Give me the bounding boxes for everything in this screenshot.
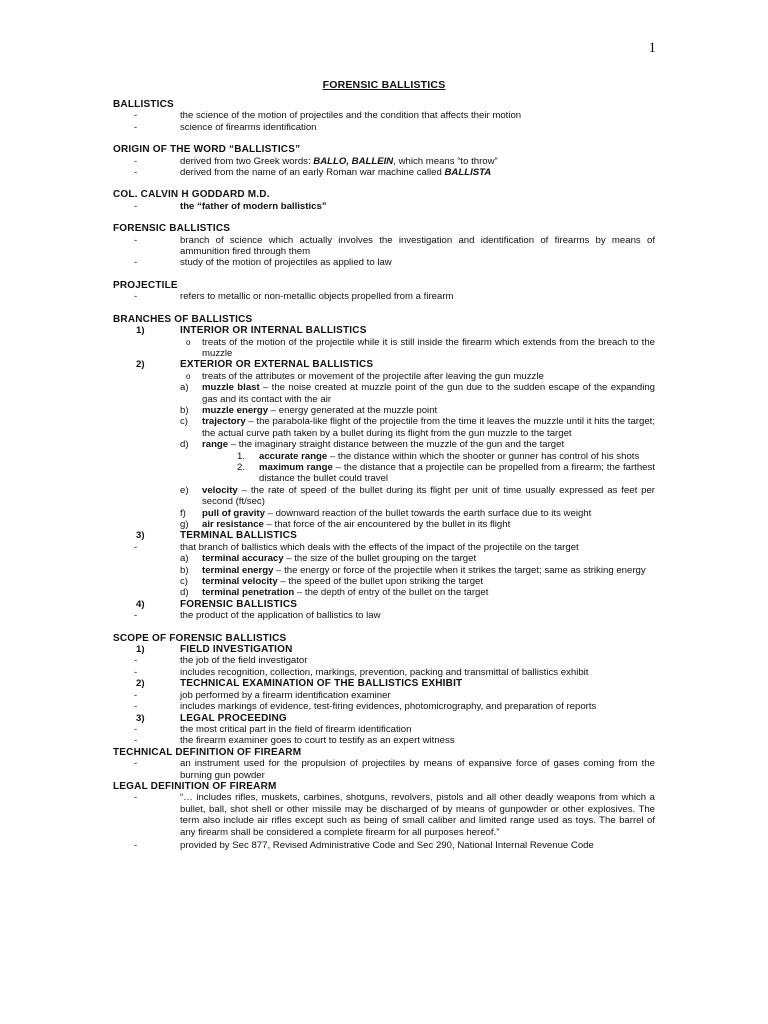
list-item: - the science of the motion of projectiles and the condition that affects their motion [134,110,522,122]
numbered-heading: 4) FORENSIC BALLISTICS [136,598,298,610]
document-title: FORENSIC BALLISTICS [322,79,446,91]
page-number: 1 [648,40,656,56]
list-item: g) air resistance – that force of the air encountered by the bullet in its flight [180,519,511,530]
section-heading-projectile: PROJECTILE [113,279,178,291]
list-item: - “… includes rifles, muskets, carbines, shotguns, revolvers, pistols and all other deadly weapons from which a bullet, ball, shot shell or other missile may be discharged of by means of gunpowder or other explosives. The term also include air rifles except such as being of small caliber and limited range used as toys. The barrel of any firearm shall be considered a complete firearm for all purposes hereof.” [134,792,655,838]
list-item: - study of the motion of projectiles as applied to law [134,257,392,269]
list-item: - derived from the name of an early Roman war machine called BALLISTA [134,167,492,179]
numbered-heading: 1) FIELD INVESTIGATION [136,644,293,656]
list-item: 1. accurate range – the distance within which the shooter or gunner has control of his shots [237,450,640,462]
list-item: - branch of science which actually involves the investigation and identification of firearms by means of ammunition fired through them [134,234,655,258]
list-item: - an instrument used for the propulsion of projectiles by means of expansive force of gases coming from the burning gun powder [134,758,655,781]
dash-marker: - [134,167,138,179]
list-item: - provided by Sec 877, Revised Administrative Code and Sec 290, National Internal Revenue Code [134,839,594,851]
dash-marker: - [134,155,138,167]
list-item: - the firearm examiner goes to court to testify as an expert witness [134,735,455,747]
section-heading-technical-definition: TECHNICAL DEFINITION OF FIREARM [113,746,302,758]
list-item: a) terminal accuracy – the size of the bullet grouping on the target [180,553,477,565]
section-heading-origin: ORIGIN OF THE WORD “BALLISTICS” [113,144,301,156]
list-item: b) terminal energy – the energy or force of the projectile when it strikes the target; same as striking energy [180,564,646,576]
dash-marker: - [134,121,138,133]
dash-marker: - [134,689,138,701]
list-item: d) range – the imaginary straight distance between the muzzle of the gun and the target [180,439,565,451]
list-item: - the most critical part in the field of firearm identification [134,723,412,735]
document-body [113,99,655,851]
numbered-heading: 2) EXTERIOR OR EXTERNAL BALLISTICS [136,359,374,371]
section-heading-forensic: FORENSIC BALLISTICS [113,223,231,235]
dash-marker: - [134,701,138,713]
dash-marker: - [134,610,138,622]
numbered-heading: 1) INTERIOR OR INTERNAL BALLISTICS [136,325,367,337]
list-item: - the product of the application of ballistics to law [134,610,381,622]
list-item: - the “father of modern ballistics” [134,200,327,212]
list-item: d) terminal penetration – the depth of entry of the bullet on the target [180,587,489,599]
list-item: - the job of the field investigator [134,655,308,667]
dash-marker: - [134,655,138,667]
list-item: b) muzzle energy – energy generated at the muzzle point [180,404,438,416]
section-heading-goddard: COL. CALVIN H GODDARD M.D. [113,189,270,201]
dash-marker: - [134,200,138,212]
section-heading-legal-definition: LEGAL DEFINITION OF FIREARM [113,780,277,792]
list-item: - science of firearms identification [134,121,317,133]
list-item: e) velocity – the rate of speed of the bullet during its flight per unit of time usually expressed as feet per second (ft/sec) [180,484,655,508]
list-item: c) terminal velocity – the speed of the bullet upon striking the target [180,576,484,588]
numbered-heading: 2) TECHNICAL EXAMINATION OF THE BALLISTICS EXHIBIT [136,678,463,690]
dash-marker: - [134,839,138,851]
list-item: - job performed by a firearm identification examiner [134,689,391,701]
dash-marker: - [134,541,138,553]
section-heading-branches: BRANCHES OF BALLISTICS [113,313,253,325]
list-item: - includes markings of evidence, test-firing evidences, photomicrography, and preparation of reports [134,701,597,713]
dash-marker: - [134,792,138,804]
section-heading-ballistics: BALLISTICS [113,99,174,110]
list-item: - that branch of ballistics which deals with the effects of the impact of the projectile on the target [134,541,579,553]
list-item: f) pull of gravity – downward reaction of the bullet towards the earth surface due to its weight [180,507,592,519]
list-item: - refers to metallic or non-metallic objects propelled from a firearm [134,291,454,303]
bullet-marker: o [186,337,191,347]
list-item: o treats of the attributes or movement of the projectile after leaving the gun muzzle [186,370,544,382]
dash-marker: - [134,257,138,269]
bullet-marker: o [186,371,191,381]
dash-marker: - [134,666,138,678]
numbered-heading: 3) TERMINAL BALLISTICS [136,530,297,542]
dash-marker: - [134,735,138,747]
list-item: - includes recognition, collection, markings, prevention, packing and transmittal of ballistics exhibit [134,666,589,678]
dash-marker: - [134,723,138,735]
dash-marker: - [134,758,138,770]
list-item: - derived from two Greek words: BALLO, BALLEIN, which means “to throw” [134,155,498,167]
list-item: o treats of the motion of the projectile while it is still inside the firearm which extends from the breach to the muzzle [186,336,655,359]
list-item: a) muzzle blast – the noise created at muzzle point of the gun due to the sudden escape of the expanding gas and its contact with the air [180,382,655,405]
list-item: 2. maximum range – the distance that a projectile can be propelled from a firearm; the farthest distance the bullet could travel [237,461,655,485]
numbered-heading: 3) LEGAL PROCEEDING [136,712,287,724]
list-item: c) trajectory – the parabola-like flight of the projectile from the time it leaves the muzzle until it hits the target; the actual curve path taken by a bullet during its flight from the gun muzzle to the target [180,416,655,439]
section-heading-scope: SCOPE OF FORENSIC BALLISTICS [113,632,287,644]
dash-marker: - [134,234,138,246]
dash-marker: - [134,291,138,303]
dash-marker: - [134,110,138,122]
